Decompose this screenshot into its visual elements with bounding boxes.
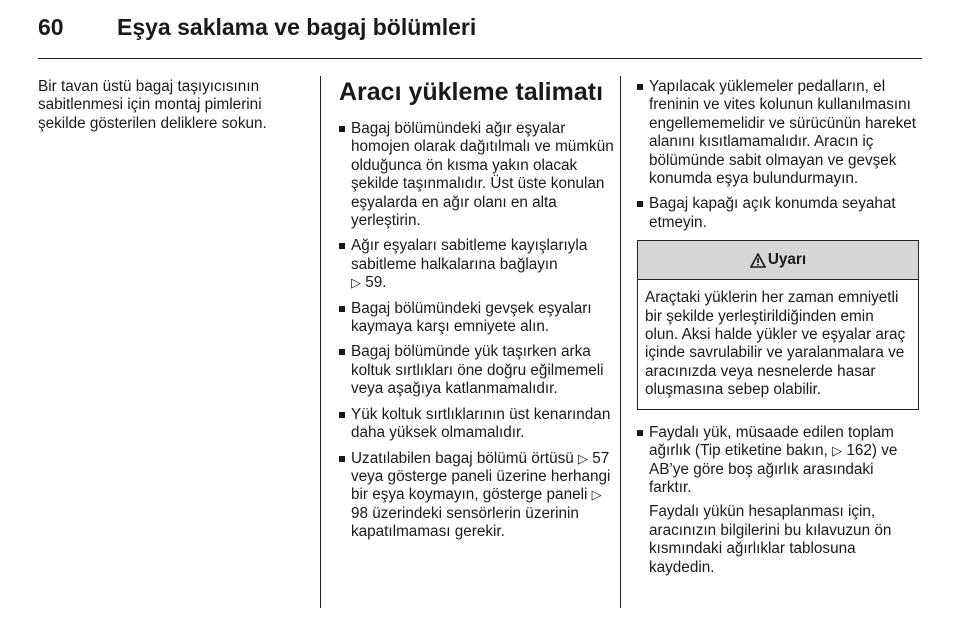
- list-item-text: Ağır eşyaları sabitleme kayışlarıyla sabitleme halkalarına bağlayın: [351, 237, 588, 273]
- warning-title: Uyarı: [767, 251, 807, 269]
- list-item: [637, 424, 919, 577]
- list-item-text: Uzatılabilen bagaj bölümü örtüsü: [351, 449, 574, 467]
- list-item-text: üzerindeki sensörlerin üzerinin kapatılmaması gerekir.: [351, 504, 579, 541]
- loading-instructions-list-cont: [637, 78, 919, 232]
- warning-body: Araçtaki yüklerin her zaman emniyetli bir şekilde yerleştirildiğinden emin olun. Aksi halde yükler ve eşyalar araç içinde savrulabilir ve yaralanmalara ve aracınızda veya nesnelerde hasar oluşmasına sebep olabilir.: [645, 289, 906, 399]
- list-item: [637, 195, 919, 232]
- list-item-text: veya gösterge paneli üzerine herhangi bir eşya koymayın, gösterge paneli: [351, 467, 611, 504]
- list-item-text: Yapılacak yüklemeler pedalların, el freninin ve vites kolunun kullanılmasını engellememelidir ve sürücünün hareket alanını kısıtlamamalıdır. Aracın iç bölümünde sabit olmayan ve gevşek konumda eşya bulundurmayın.: [649, 78, 916, 188]
- list-item: [339, 300, 615, 337]
- section-title: Aracı yükleme talimatı: [339, 78, 604, 106]
- page-ref-link[interactable]: 59.: [365, 274, 387, 292]
- page-title: Eşya saklama ve bagaj bölümleri: [117, 14, 477, 40]
- column-divider-1: [320, 76, 321, 608]
- list-item: [339, 343, 615, 398]
- list-item-text: Bagaj bölümünde yük taşırken arka koltuk sırtlıkları öne doğru eğilmemeli veya aşağıya katlanmamalıdır.: [351, 343, 604, 398]
- page-number: 60: [38, 14, 64, 40]
- column-3: [637, 78, 919, 584]
- list-item: [339, 237, 615, 292]
- list-item-text: Bagaj bölümündeki gevşek eşyaları kaymaya karşı emniyete alın.: [351, 299, 592, 336]
- list-item-text: Yük koltuk sırtlıklarının üst kenarından daha yüksek olmamalıdır.: [351, 405, 611, 442]
- list-item-text: Bagaj bölümündeki ağır eşyalar homojen olarak dağıtılmalı ve mümkün olduğunca ön kısma yakın olacak şekilde taşınmalıdır. Üst üste konulan eşyalarda en ağır olanı en alta yerleştirin.: [351, 120, 614, 230]
- roof-rack-text: Bir tavan üstü bagaj taşıyıcısının sabitlenmesi için montaj pimlerini şekilde gösterilen deliklere sokun.: [38, 78, 267, 132]
- list-item-text: Bagaj kapağı açık konumda seyahat etmeyin.: [649, 195, 896, 231]
- column-2: [339, 78, 615, 549]
- payload-paragraph: Faydalı yükün hesaplanması için, aracınızın bilgilerini bu kılavuzun ön kısmındaki ağırlıklar tablosuna kaydedin.: [649, 503, 892, 576]
- column-1: [38, 78, 310, 133]
- column-divider-2: [620, 76, 621, 608]
- payload-list: [637, 424, 919, 577]
- list-item-text: ve AB’ye göre boş ağırlık arasındaki farktır.: [649, 442, 898, 496]
- page-ref-arrow-icon: ▷: [351, 275, 361, 291]
- list-item: [339, 120, 615, 230]
- page-ref-link[interactable]: 98: [351, 504, 369, 522]
- list-item: [339, 450, 615, 542]
- page-ref-arrow-icon: ▷: [832, 443, 843, 459]
- warning-box: [637, 240, 919, 409]
- page-ref-link[interactable]: 162): [846, 442, 877, 460]
- list-item-text: Faydalı yük, müsaade edilen toplam ağırlık (Tip etiketine bakın,: [649, 423, 894, 460]
- page-ref-arrow-icon: ▷: [578, 450, 589, 466]
- page-ref-arrow-icon: ▷: [591, 487, 602, 503]
- warning-triangle-icon: [750, 253, 766, 268]
- header-rule: [38, 58, 922, 59]
- loading-instructions-list: [339, 120, 615, 542]
- list-item: [637, 78, 919, 188]
- list-item: [339, 406, 615, 443]
- warning-header: [638, 241, 918, 280]
- page-ref-link[interactable]: 57: [592, 449, 610, 467]
